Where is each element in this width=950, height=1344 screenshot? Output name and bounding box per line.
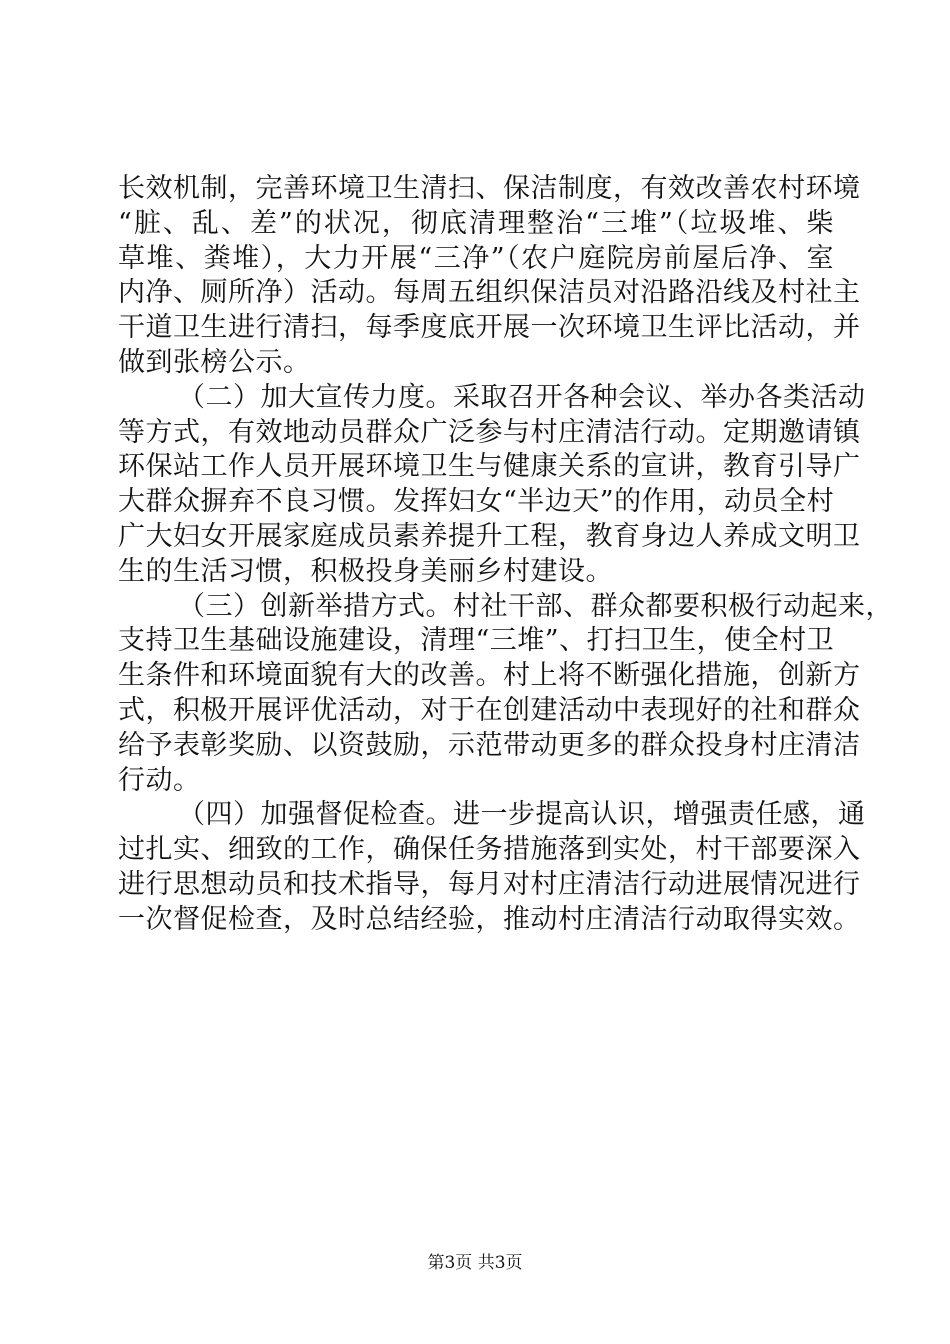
document-body: [118, 172, 893, 938]
text-line: “脏、乱、差”的状况，彻底清理整治“三堆”（垃圾堆、柴: [118, 207, 834, 239]
text-line: 大群众摒弃不良习惯。发挥妇女“半边天”的作用，动员全村: [118, 486, 835, 518]
paragraph-1: [118, 172, 861, 381]
text-line: 支持卫生基础设施建设，清理“三堆”、打扫卫生，使全村卫: [118, 625, 835, 657]
text-line: （四）加强督促检查。进一步提高认识，增强责任感，通: [178, 799, 866, 831]
text-line: 内净、厕所净）活动。每周五组织保洁员对沿路沿线及村社主: [118, 277, 861, 309]
paragraph-4: [118, 798, 866, 937]
text-line: 一次督促检查，及时总结经验，推动村庄清洁行动取得实效。: [118, 903, 861, 935]
text-line: 过扎实、细致的工作，确保任务措施落到实处，村干部要深入: [118, 834, 861, 866]
text-line: 做到张榜公示。: [118, 346, 311, 378]
text-line: 给予表彰奖励、以资鼓励，示范带动更多的群众投身村庄清洁: [118, 729, 861, 761]
page-number-footer: 第3页 共3页: [427, 1253, 523, 1273]
text-line: 干道卫生进行清扫，每季度底开展一次环境卫生评比活动，并: [118, 312, 861, 344]
text-line: （三）创新举措方式。村社干部、群众都要积极行动起来，: [178, 590, 893, 622]
text-line: 生的生活习惯，积极投身美丽乡村建设。: [118, 555, 613, 587]
text-line: 草堆、粪堆），大力开展“三净”（农户庭院房前屋后净、室: [118, 242, 834, 274]
text-line: 长效机制，完善环境卫生清扫、保洁制度，有效改善农村环境: [118, 173, 861, 204]
text-line: 环保站工作人员开展环境卫生与健康关系的宣讲，教育引导广: [118, 451, 861, 483]
paragraph-2: [118, 381, 866, 590]
text-line: 广大妇女开展家庭成员素养提升工程，教育身边人养成文明卫: [118, 520, 861, 552]
text-line: 进行思想动员和技术指导，每月对村庄清洁行动进展情况进行: [118, 868, 861, 900]
text-line: 行动。: [118, 764, 201, 796]
text-line: 式，积极开展评优活动，对于在创建活动中表现好的社和群众: [118, 694, 861, 726]
paragraph-3: [118, 590, 893, 799]
text-line: （二）加大宣传力度。采取召开各种会议、举办各类活动: [178, 381, 866, 413]
text-line: 等方式，有效地动员群众广泛参与村庄清洁行动。定期邀请镇: [118, 416, 861, 448]
text-line: 生条件和环境面貌有大的改善。村上将不断强化措施，创新方: [118, 660, 861, 692]
